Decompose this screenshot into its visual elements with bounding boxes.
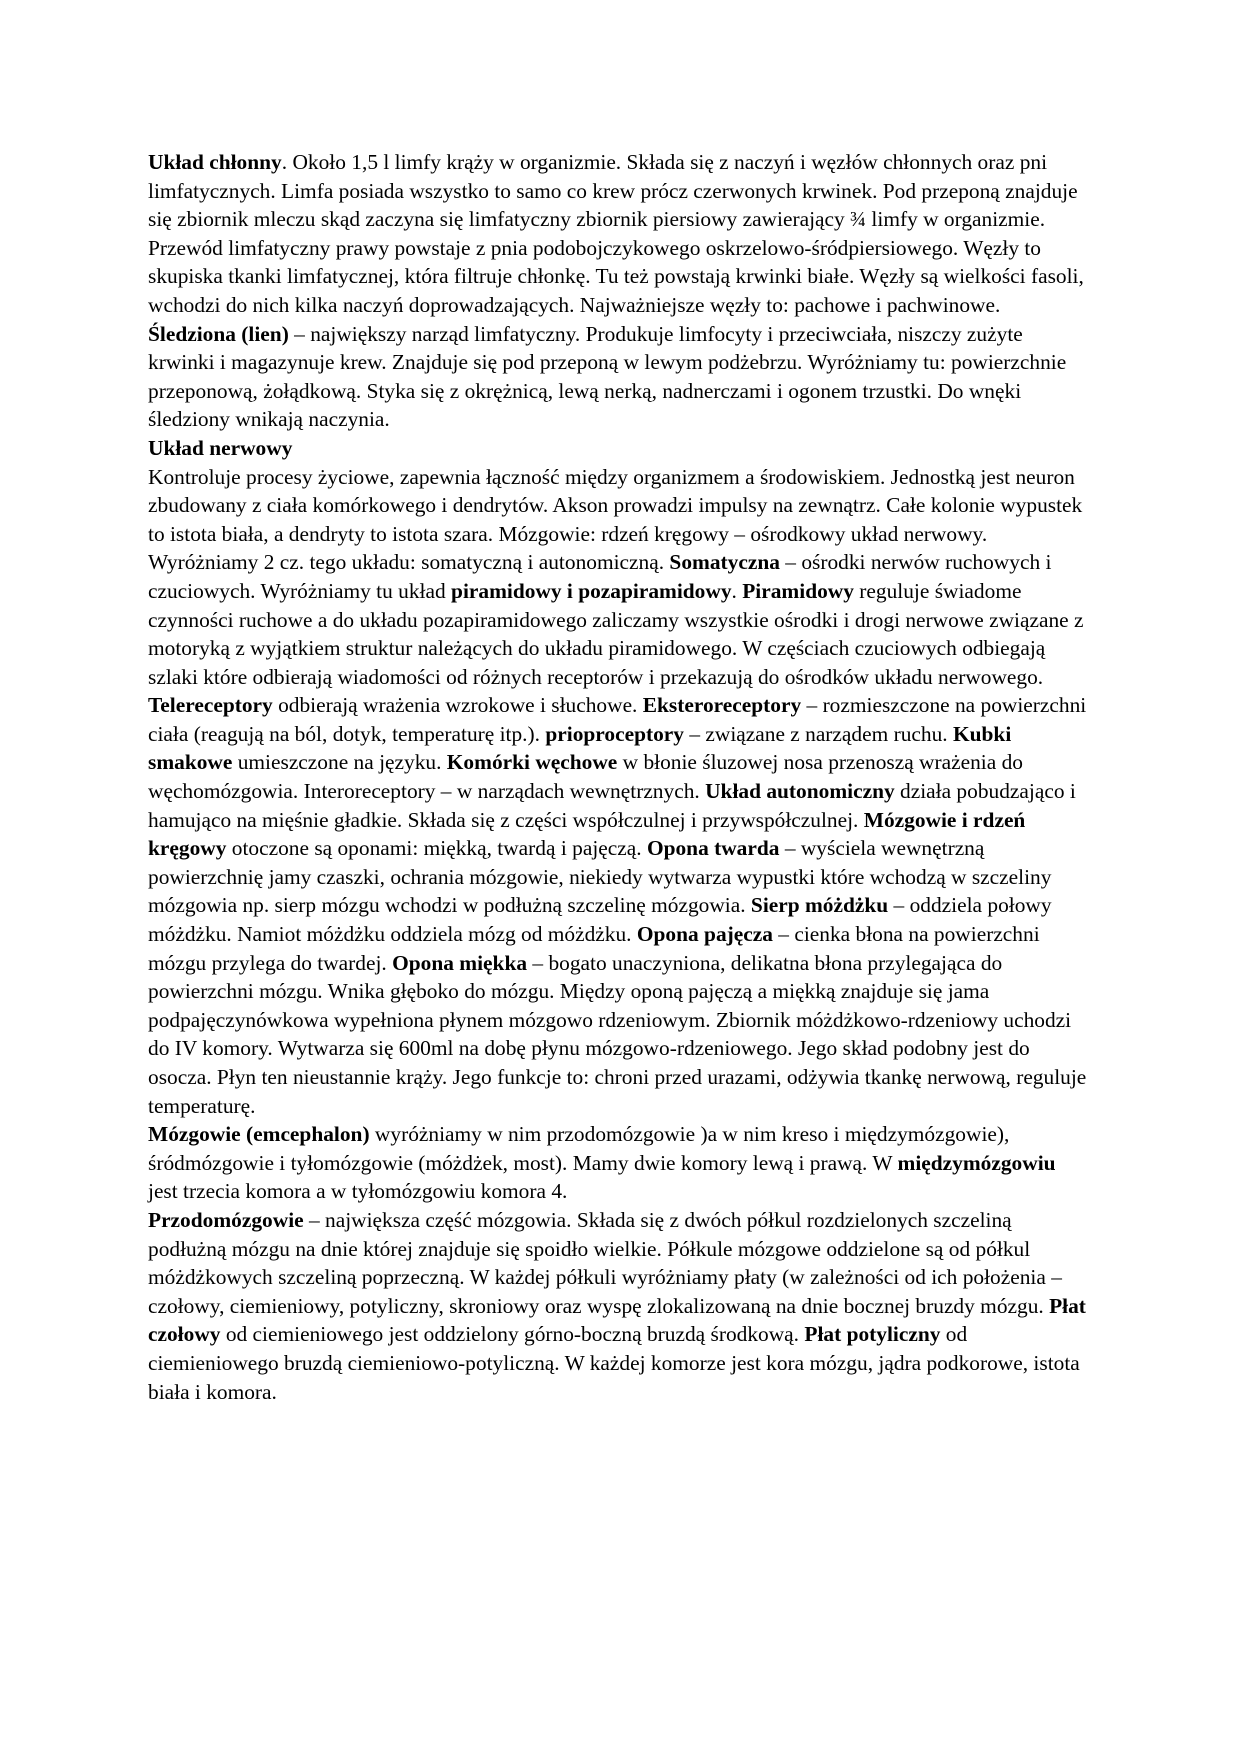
bold-term: Somatyczna bbox=[669, 550, 780, 575]
text-run: – największy narząd limfatyczny. Produkuje limfocyty i przeciwciała, niszczy zużyte krwinki i magazynuje krew. Znajduje się pod przeponą w lewym podżebrzu. Wyróżniamy tu: powierzchnie przeponową, żołądkową. Styka się z okrężnicą, lewą nerką, nadnerczami i ogonem trzustki. Do wnęki śledziony wnikają naczynia. bbox=[148, 321, 1067, 432]
bold-term: Układ nerwowy bbox=[148, 435, 293, 460]
text-run: w błonie śluzowej nosa przenoszą wrażenia do węchomózgowia. Interoreceptory – w narządach wewnętrznych. bbox=[148, 750, 1023, 804]
bold-term: Przodomózgowie bbox=[148, 1207, 304, 1232]
paragraph-sledziona bbox=[148, 320, 1088, 434]
bold-term: Eksteroreceptory bbox=[642, 693, 802, 718]
bold-term: Płat potyliczny bbox=[804, 1322, 941, 1347]
bold-term: Kubki smakowe bbox=[148, 721, 1012, 775]
text-run: . Około 1,5 l limfy krąży w organizmie. Składa się z naczyń i węzłów chłonnych oraz pni limfatycznych. Limfa posiada wszystko to samo co krew prócz czerwonych krwinek. Pod przeponą znajduje się zbiornik mleczu skąd zaczyna się limfatyczny zbiornik piersiowy zawierający ¾ limfy w organizmie. Przewód limfatyczny prawy powstaje z pnia podobojczykowego oskrzelowo-śródpiersiowego. Węzły to skupiska tkanki limfatycznej, która filtruje chłonkę. Tu też powstają krwinki białe. Węzły są wielkości fasoli, wchodzi do nich kilka naczyń doprowadzających. Najważniejsze węzły to: pachowe i pachwinowe. bbox=[148, 150, 1084, 317]
text-run: – rozmieszczone na powierzchni ciała (reagują na ból, dotyk, temperaturę itp.). bbox=[148, 693, 1087, 746]
bold-term: Sierp móżdżku bbox=[750, 893, 889, 918]
bold-term: Mózgowie (emcephalon) bbox=[148, 1122, 370, 1147]
text-run: od ciemieniowego bruzdą ciemieniowo-potyliczną. W każdej komorze jest kora mózgu, jądra podkorowe, istota biała i komora. bbox=[148, 1322, 1080, 1404]
text-run: – ośrodki nerwów ruchowych i czuciowych. Wyróżniamy tu układ bbox=[148, 550, 1052, 603]
text-run: wyróżniamy w nim przodomózgowie )a w nim kreso i międzymózgowie), śródmózgowie i tyłomózgowie (móżdżek, most). Mamy dwie komory lewą i prawą. W bbox=[148, 1122, 1010, 1175]
paragraph-uklad-nerwowy bbox=[148, 463, 1088, 1121]
text-run: reguluje świadome czynności ruchowe a do układu pozapiramidowego zaliczamy wszystkie ośrodki i drogi nerwowe związane z motoryką z wyjątkiem struktur należących do układu piramidowego. W częściach czuciowych odbiegają szlaki które odbierają wiadomości od różnych receptorów i przekazują do ośrodków układu nerwowego. bbox=[148, 578, 1084, 689]
text-run: jest trzecia komora a w tyłomózgowiu komora 4. bbox=[148, 1179, 568, 1204]
text-run: Kontroluje procesy życiowe, zapewnia łączność między organizmem a środowiskiem. Jednostką jest neuron zbudowany z ciała komórkowego i dendrytów. Akson prowadzi impulsy na zewnątrz. Całe kolonie wypustek to istota biała, a dendryty to istota szara. Mózgowie: rdzeń kręgowy – ośrodkowy układ nerwowy. Wyróżniamy 2 cz. tego układu: somatyczną i autonomiczną. bbox=[148, 464, 1083, 575]
text-run: odbierają wrażenia wzrokowe i słuchowe. bbox=[272, 693, 643, 718]
bold-term: prioproceptory bbox=[545, 721, 684, 746]
bold-term: piramidowy i pozapiramidowy bbox=[451, 578, 732, 603]
bold-term: Piramidowy bbox=[742, 578, 854, 603]
text-run: – największa część mózgowia. Składa się z dwóch półkul rozdzielonych szczeliną podłużną mózgu na dnie której znajduje się spoidło wielkie. Półkule mózgowe oddzielone są od półkul móżdżkowych szczeliną poprzeczną. W każdej półkuli wyróżniamy płaty (w zależności od ich położenia – czołowy, ciemieniowy, potyliczny, skroniowy oraz wyspę zlokalizowaną na dnie bocznej bruzdy mózgu. bbox=[148, 1207, 1062, 1318]
text-run: działa pobudzająco i hamująco na mięśnie gładkie. Składa się z części współczulnej i przywspółczulnej. bbox=[148, 779, 1076, 832]
paragraph-przodomozgowie bbox=[148, 1206, 1088, 1406]
bold-term: Opona pajęcza bbox=[636, 922, 773, 947]
bold-term: Komórki węchowe bbox=[446, 750, 618, 775]
bold-term: Układ autonomiczny bbox=[705, 779, 895, 804]
text-run: – bogato unaczyniona, delikatna błona przylegająca do powierzchni mózgu. Wnika głęboko do mózgu. Między oponą pajęczą a miękką znajduje się jama podpajęczynówkowa wypełniona płynem mózgowo rdzeniowym. Zbiornik móżdżkowo-rdzeniowy uchodzi do IV komory. Wytwarza się 600ml na dobę płynu mózgowo-rdzeniowego. Jego skład podobny jest do osocza. Płyn ten nieustannie krąży. Jego funkcje to: chroni przed urazami, odżywia tkankę nerwową, reguluje temperaturę. bbox=[148, 950, 1087, 1118]
heading-uklad-nerwowy bbox=[148, 434, 1088, 463]
bold-term: Opona twarda bbox=[646, 836, 780, 861]
text-run: – cienka błona na powierzchni mózgu przylega do twardej. bbox=[148, 922, 1040, 975]
text-run: – związane z narządem ruchu. bbox=[683, 721, 953, 746]
bold-term: Telereceptory bbox=[148, 693, 273, 718]
bold-term: Płat czołowy bbox=[148, 1293, 1086, 1347]
text-run: – oddziela połowy móżdżku. Namiot móżdżku oddziela mózg od móżdżku. bbox=[148, 893, 1052, 947]
paragraph-uklad-chlonny bbox=[148, 148, 1088, 320]
bold-term: międzymózgowiu bbox=[897, 1150, 1056, 1175]
document-body bbox=[148, 148, 1088, 1406]
bold-term: Śledziona (lien) bbox=[148, 321, 289, 346]
text-run: . bbox=[731, 578, 743, 603]
text-run: umieszczone na języku. bbox=[232, 750, 447, 775]
bold-term: Układ chłonny bbox=[148, 150, 282, 174]
bold-term: Opona miękka bbox=[392, 950, 528, 975]
bold-term: Mózgowie i rdzeń kręgowy bbox=[148, 807, 1026, 861]
text-run: od ciemieniowego jest oddzielony górno-boczną bruzdą środkową. bbox=[220, 1322, 805, 1347]
text-run: – wyściela wewnętrzną powierzchnię jamy czaszki, ochrania mózgowie, niekiedy wytwarza wypustki które wchodzą w szczeliny mózgowia np. sierp mózgu wchodzi w podłużną szczelinę mózgowia. bbox=[148, 836, 1052, 918]
text-run: otoczone są oponami: miękką, twardą i pajęczą. bbox=[226, 836, 647, 861]
paragraph-mozgowie bbox=[148, 1120, 1088, 1206]
